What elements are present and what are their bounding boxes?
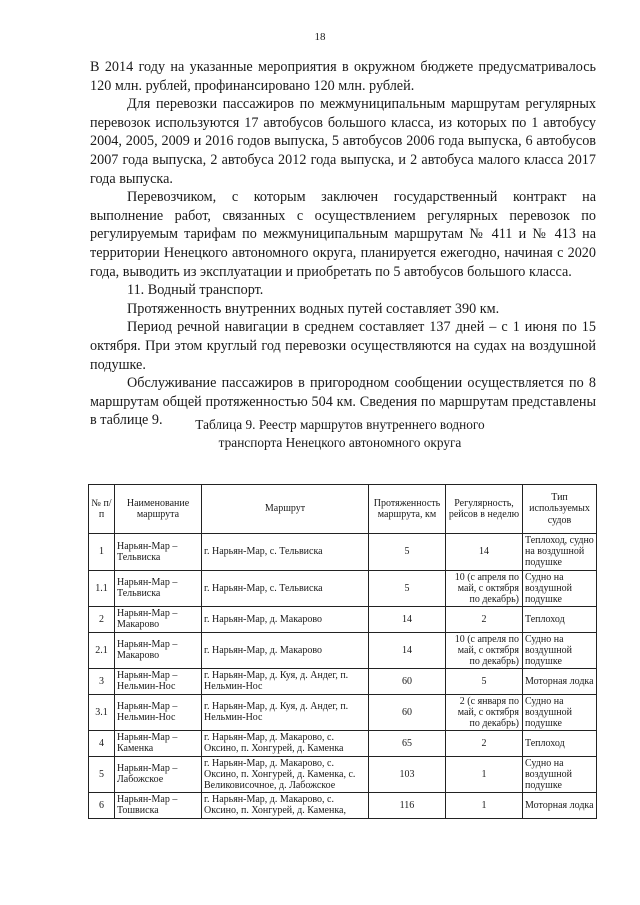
cell-name: Нарьян-Мар – Макарово [115, 632, 202, 669]
cell-regularity: 2 (с января по май, с октября по декабрь) [446, 694, 523, 731]
cell-num: 1 [89, 534, 115, 571]
cell-length: 5 [369, 570, 446, 607]
cell-regularity: 14 [446, 534, 523, 571]
cell-num: 3.1 [89, 694, 115, 731]
cell-vessel: Теплоход [523, 607, 597, 632]
cell-length: 116 [369, 793, 446, 818]
table-row [89, 570, 597, 607]
section-heading: 11. Водный транспорт. [127, 282, 264, 299]
cell-length: 60 [369, 669, 446, 694]
routes-table [88, 484, 597, 819]
cell-regularity: 1 [446, 793, 523, 818]
paragraph: Обслуживание пассажиров в пригородном сообщении осуществляется по 8 маршрутам общей протяженностью 504 км. Сведения по маршрутам представлены в таблице 9. [90, 375, 596, 429]
cell-vessel: Судно на воздушной подушке [523, 756, 597, 793]
cell-route: г. Нарьян-Мар, д. Макарово, с. Оксино, п. Хонгурей, д. Каменка [202, 731, 369, 756]
table-row [89, 632, 597, 669]
cell-vessel: Судно на воздушной подушке [523, 632, 597, 669]
cell-route: г. Нарьян-Мар, д. Макарово [202, 632, 369, 669]
cell-name: Нарьян-Мар – Нельмин-Нос [115, 669, 202, 694]
cell-route: г. Нарьян-Мар, д. Куя, д. Андег, п. Нельмин-Нос [202, 669, 369, 694]
cell-length: 5 [369, 534, 446, 571]
table-caption-line: транспорта Ненецкого автономного округа [218, 435, 462, 450]
page-number: 18 [314, 31, 326, 43]
header-vessel: Тип используемых судов [523, 485, 597, 534]
table-row [89, 694, 597, 731]
cell-num: 2 [89, 607, 115, 632]
body-text [90, 58, 596, 430]
table-header-row [89, 485, 597, 534]
paragraph: Для перевозки пассажиров по межмуниципальным маршрутам регулярных перевозок используются 17 автобусов большого класса, из которых по 1 автобусу 2004, 2005, 2009 и 2016 годов выпуска, 5 автобусов 2006 года выпуска, 6 автобусов 2007 года выпуска, 2 автобуса 2012 года выпуска, и 2 автобуса малого класса 2017 года выпуска. [90, 96, 596, 187]
header-name: Наименование маршрута [115, 485, 202, 534]
cell-regularity: 5 [446, 669, 523, 694]
cell-vessel: Моторная лодка [523, 793, 597, 818]
paragraph: Период речной навигации в среднем составляет 137 дней – с 1 июня по 15 октября. При этом круглый год перевозки осуществляются на судах на воздушной подушке. [90, 319, 596, 373]
cell-regularity: 2 [446, 731, 523, 756]
cell-length: 14 [369, 632, 446, 669]
table-row [89, 534, 597, 571]
cell-name: Нарьян-Мар – Нельмин-Нос [115, 694, 202, 731]
paragraph: Протяженность внутренних водных путей составляет 390 км. [127, 300, 500, 317]
cell-name: Нарьян-Мар – Тельвиска [115, 534, 202, 571]
cell-num: 4 [89, 731, 115, 756]
header-length: Протяженность маршрута, км [369, 485, 446, 534]
cell-name: Нарьян-Мар – Лабожское [115, 756, 202, 793]
cell-num: 1.1 [89, 570, 115, 607]
cell-name: Нарьян-Мар – Тошвиска [115, 793, 202, 818]
table-row [89, 793, 597, 818]
table-row [89, 731, 597, 756]
cell-num: 6 [89, 793, 115, 818]
paragraph: В 2014 году на указанные мероприятия в окружном бюджете предусматривалось 120 млн. рублей, профинансировано 120 млн. рублей. [90, 59, 596, 94]
cell-route: г. Нарьян-Мар, с. Тельвиска [202, 570, 369, 607]
cell-vessel: Судно на воздушной подушке [523, 570, 597, 607]
header-num: № п/п [89, 485, 115, 534]
cell-length: 65 [369, 731, 446, 756]
cell-vessel: Теплоход, судно на воздушной подушке [523, 534, 597, 571]
table-caption-line: Таблица 9. Реестр маршрутов внутреннего водного [195, 417, 485, 432]
cell-length: 103 [369, 756, 446, 793]
cell-regularity: 2 [446, 607, 523, 632]
cell-regularity: 10 (с апреля по май, с октября по декабрь) [446, 632, 523, 669]
table-row [89, 669, 597, 694]
cell-route: г. Нарьян-Мар, д. Куя, д. Андег, п. Нельмин-Нос [202, 694, 369, 731]
cell-name: Нарьян-Мар – Макарово [115, 607, 202, 632]
cell-length: 14 [369, 607, 446, 632]
cell-length: 60 [369, 694, 446, 731]
cell-num: 5 [89, 756, 115, 793]
cell-route: г. Нарьян-Мар, д. Макарово, с. Оксино, п. Хонгурей, д. Каменка, [202, 793, 369, 818]
table-row [89, 607, 597, 632]
cell-num: 3 [89, 669, 115, 694]
cell-vessel: Теплоход [523, 731, 597, 756]
header-route: Маршрут [202, 485, 369, 534]
paragraph: Перевозчиком, с которым заключен государственный контракт на выполнение работ, связанных с осуществлением регулярных перевозок по регулируемым тарифам по межмуниципальным маршрутам № 411 и № 413 на территории Ненецкого автономного округа, планируется ежегодно, начиная с 2020 года, выводить из эксплуатации и приобретать по 5 автобусов большого класса. [90, 189, 596, 280]
cell-route: г. Нарьян-Мар, с. Тельвиска [202, 534, 369, 571]
table-row [89, 756, 597, 793]
cell-vessel: Судно на воздушной подушке [523, 694, 597, 731]
cell-name: Нарьян-Мар – Тельвиска [115, 570, 202, 607]
cell-route: г. Нарьян-Мар, д. Макарово, с. Оксино, п. Хонгурей, д. Каменка, с. Великовисочное, д. Лабожское [202, 756, 369, 793]
cell-route: г. Нарьян-Мар, д. Макарово [202, 607, 369, 632]
header-regularity: Регулярность, рейсов в неделю [446, 485, 523, 534]
cell-regularity: 10 (с апреля по май, с октября по декабрь) [446, 570, 523, 607]
cell-regularity: 1 [446, 756, 523, 793]
cell-num: 2.1 [89, 632, 115, 669]
cell-name: Нарьян-Мар – Каменка [115, 731, 202, 756]
cell-vessel: Моторная лодка [523, 669, 597, 694]
table-caption [120, 416, 560, 452]
